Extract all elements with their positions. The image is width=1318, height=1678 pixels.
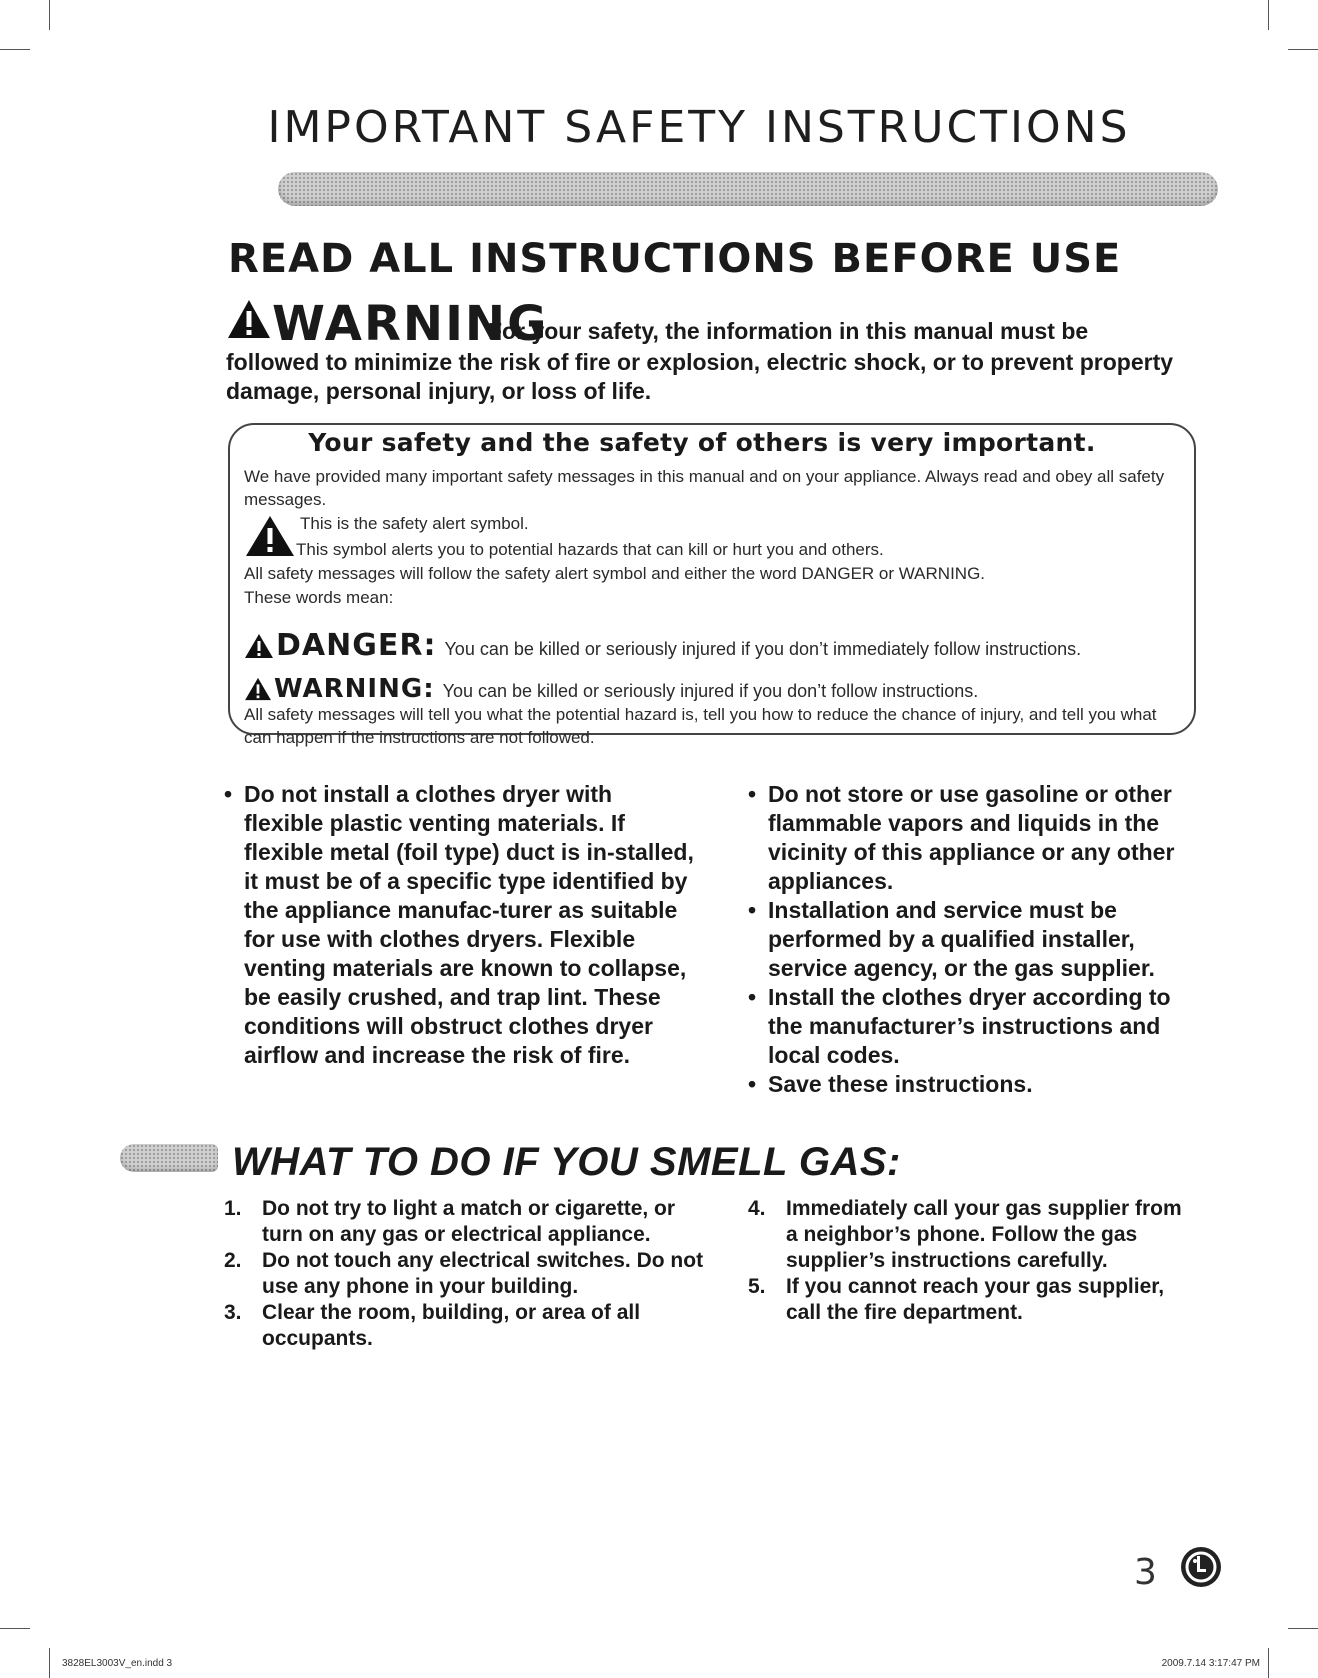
safety-box-para: All safety messages will follow the safety alert symbol and either the word DANGER or WARNING. xyxy=(244,564,986,583)
list-item xyxy=(748,1196,1188,1274)
lg-logo-icon xyxy=(1180,1546,1222,1588)
safety-box-para: These words mean: xyxy=(244,588,394,607)
step-number: 3. xyxy=(224,1301,242,1324)
page-number: 3 xyxy=(1134,1552,1157,1593)
crop-mark xyxy=(1288,1628,1318,1629)
list-item: • Save these instructions. xyxy=(748,1070,1208,1099)
bullet-list-left xyxy=(224,780,694,1070)
list-item: • Installation and service must be performed by a qualified installer, service agency, or the gas supplier. xyxy=(748,896,1208,983)
step-text: Immediately call your gas supplier from a neighbor’s phone. Follow the gas supplier’s instructions carefully. xyxy=(786,1197,1182,1272)
step-text: Clear the room, building, or area of all occupants. xyxy=(262,1301,641,1350)
step-number: 1. xyxy=(224,1197,242,1220)
step-number: 4. xyxy=(748,1197,766,1220)
list-item xyxy=(224,1196,704,1248)
danger-word: DANGER: xyxy=(276,628,437,663)
gas-steps-right xyxy=(748,1196,1188,1326)
section-tab-marker xyxy=(120,1144,218,1172)
gas-section-title: WHAT TO DO IF YOU SMELL GAS: xyxy=(232,1140,901,1184)
list-item: • Do not store or use gasoline or other flammable vapors and liquids in the vicinity of this appliance or any other appliances. xyxy=(748,780,1208,896)
crop-mark xyxy=(1268,0,1269,30)
step-number: 5. xyxy=(748,1275,766,1298)
danger-text: You can be killed or seriously injured if you don’t immediately follow instructions. xyxy=(444,639,1082,659)
step-text: Do not try to light a match or cigarette, or turn on any gas or electrical appliance. xyxy=(262,1197,676,1246)
crop-mark xyxy=(1288,49,1318,50)
crop-mark xyxy=(0,49,30,50)
warning-text: followed to minimize the risk of fire or explosion, electric shock, or to prevent property damage, personal injury, or loss of life. xyxy=(226,349,1174,404)
danger-line xyxy=(244,628,1081,663)
safety-box-para: All safety messages will tell you what the potential hazard is, tell you how to reduce the chance of injury, and tell you what can happen if the instructions are not followed. xyxy=(244,705,1157,747)
list-item: • Install the clothes dryer according to the manufacturer’s instructions and local codes. xyxy=(748,983,1208,1070)
warning-box-text: You can be killed or seriously injured if you don’t follow instructions. xyxy=(442,681,979,701)
bullet-list-right xyxy=(748,780,1208,1099)
warning-intro: For your safety, the information in this manual must be xyxy=(488,318,1089,344)
alert-symbol-desc: This symbol alerts you to potential hazards that can kill or hurt you and others. xyxy=(296,540,884,559)
list-item xyxy=(224,1300,704,1352)
slug-timestamp: 2009.7.14 3:17:47 PM xyxy=(1161,1658,1260,1669)
safety-box-para: We have provided many important safety messages in this manual and on your appliance. Always read and obey all safety messages. xyxy=(244,467,1165,509)
crop-mark xyxy=(0,1628,30,1629)
title-underline-bar xyxy=(278,172,1218,206)
step-text: If you cannot reach your gas supplier, call the fire department. xyxy=(786,1275,1165,1324)
list-item xyxy=(224,1248,704,1300)
crop-mark xyxy=(49,1648,50,1678)
warning-line xyxy=(244,674,978,704)
crop-mark xyxy=(1268,1648,1269,1678)
warning-word: WARNING xyxy=(272,296,549,352)
step-text: Do not touch any electrical switches. Do not use any phone in your building. xyxy=(262,1249,704,1298)
slug-file: 3828EL3003V_en.indd 3 xyxy=(62,1658,173,1669)
safety-box-title: Your safety and the safety of others is very important. xyxy=(308,428,1096,457)
read-all-heading: READ ALL INSTRUCTIONS BEFORE USE xyxy=(228,236,1122,282)
page-title: IMPORTANT SAFETY INSTRUCTIONS xyxy=(267,102,1131,153)
list-item xyxy=(748,1274,1188,1326)
warning-triangle-icon xyxy=(226,298,272,340)
warning-box-word: WARNING: xyxy=(274,674,435,704)
crop-mark xyxy=(49,0,50,30)
step-number: 2. xyxy=(224,1249,242,1272)
list-item: • Do not install a clothes dryer with flexible plastic venting materials. If flexible metal (foil type) duct is in-stalled, it must be of a specific type identified by the appliance manufac-turer as suitable for use with clothes dryers. Flexible venting materials are known to collapse, be easily crushed, and trap lint. These conditions will obstruct clothes dryer airflow and increase the risk of fire. xyxy=(224,780,694,1070)
alert-symbol-line: This is the safety alert symbol. xyxy=(300,514,529,533)
safety-alert-icon xyxy=(244,514,296,558)
danger-triangle-icon xyxy=(244,633,274,659)
warning-triangle-icon xyxy=(244,677,272,701)
gas-steps-left xyxy=(224,1196,704,1352)
